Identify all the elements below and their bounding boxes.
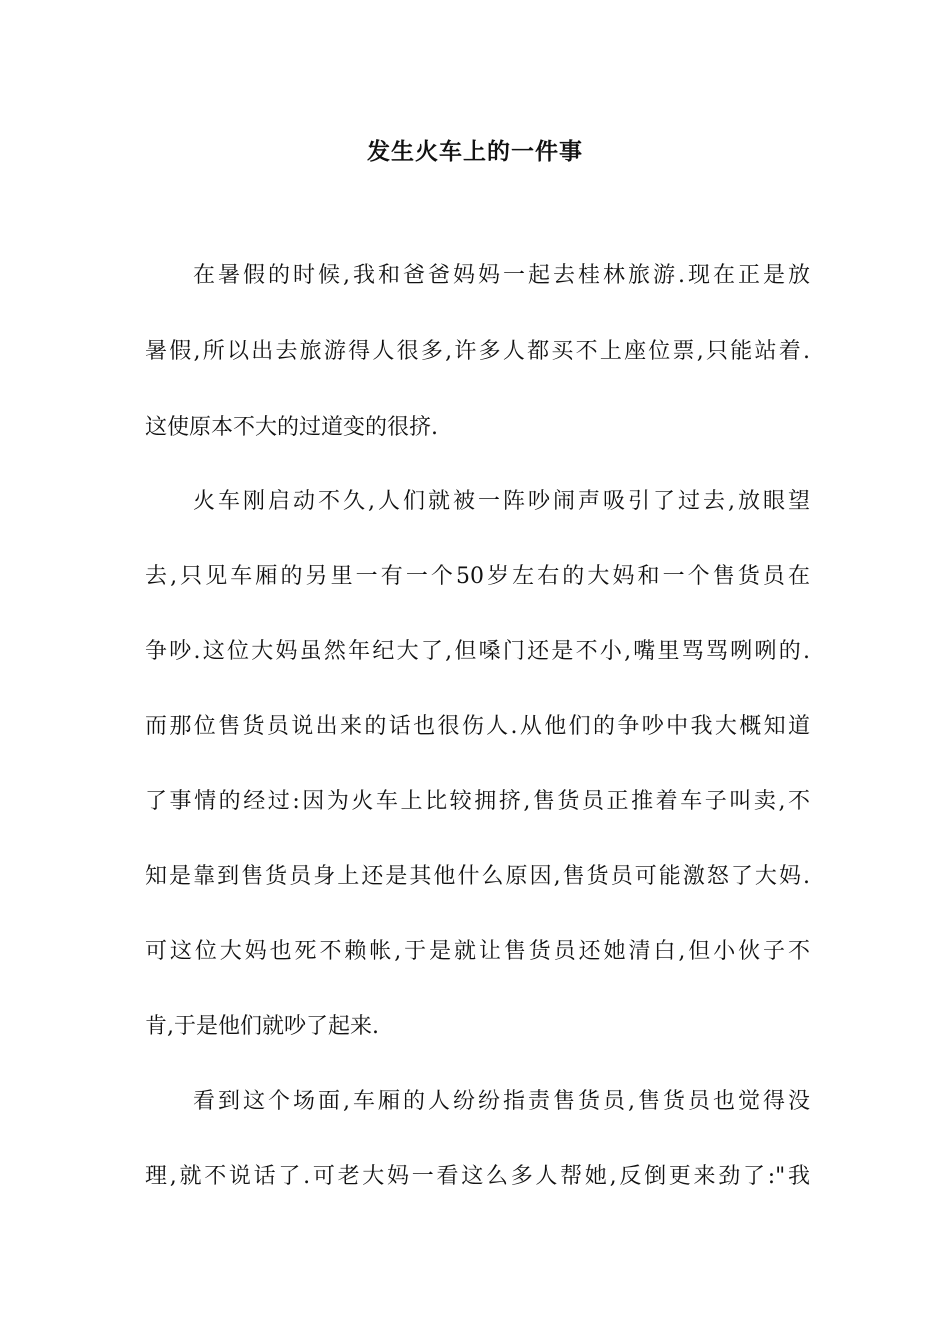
paragraph-2-line-8: 肯,于是他们就吵了起来. <box>145 1014 379 1039</box>
paragraph-2-line-5: 了事情的经过:因为火车上比较拥挤,售货员正推着车子叫卖,不 <box>145 789 810 814</box>
paragraph-3-line-1: 看到这个场面,车厢的人纷纷指责售货员,售货员也觉得没 <box>193 1089 810 1114</box>
paragraph-1-line-3: 这使原本不大的过道变的很挤. <box>145 415 438 440</box>
paragraph-2-line-2: 去,只见车厢的另里一有一个50岁左右的大妈和一个售货员在 <box>145 564 810 589</box>
document-title: 发生火车上的一件事 <box>367 138 583 165</box>
paragraph-1-line-2: 暑假,所以出去旅游得人很多,许多人都买不上座位票,只能站着. <box>145 339 810 364</box>
paragraph-2-line-4: 而那位售货员说出来的话也很伤人.从他们的争吵中我大概知道 <box>145 714 810 739</box>
paragraph-3-line-2: 理,就不说话了.可老大妈一看这么多人帮她,反倒更来劲了:"我 <box>145 1164 810 1189</box>
paragraph-2-line-6: 知是靠到售货员身上还是其他什么原因,售货员可能激怒了大妈. <box>145 864 810 889</box>
paragraph-2-line-7: 可这位大妈也死不赖帐,于是就让售货员还她清白,但小伙子不 <box>145 939 810 964</box>
paragraph-1-line-1: 在暑假的时候,我和爸爸妈妈一起去桂林旅游.现在正是放 <box>193 263 810 288</box>
paragraph-2-line-3: 争吵.这位大妈虽然年纪大了,但嗓门还是不小,嘴里骂骂咧咧的. <box>145 639 810 664</box>
paragraph-2-line-1: 火车刚启动不久,人们就被一阵吵闹声吸引了过去,放眼望 <box>193 489 810 514</box>
